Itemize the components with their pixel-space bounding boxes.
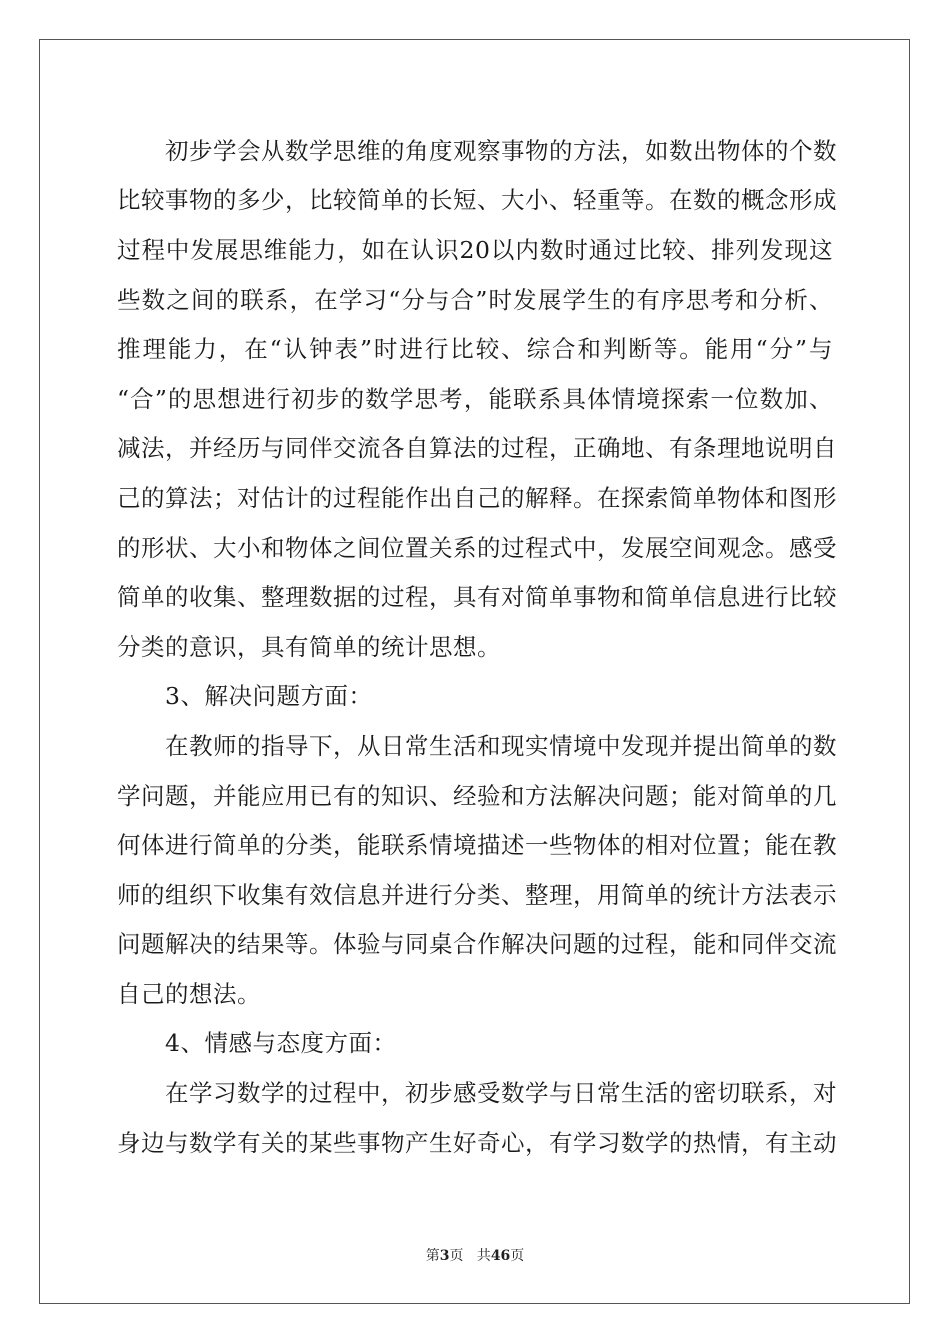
page-prefix: 第 <box>425 1248 440 1264</box>
total-prefix: 共 <box>476 1248 491 1264</box>
text-line: 过程中发展思维能力，如在认识20以内数时通过比较、排列发现这 <box>117 236 833 264</box>
text-line: “合”的思想进行初步的数学思考，能联系具体情境探索一位数加、 <box>117 385 833 413</box>
text-line: 在教师的指导下，从日常生活和现实情境中发现并提出简单的数 <box>117 732 837 760</box>
text-line: 初步学会从数学思维的角度观察事物的方法，如数出物体的个数 <box>117 137 837 165</box>
text-line: 自己的想法。 <box>117 980 261 1008</box>
text-line: 简单的收集、整理数据的过程，具有对简单事物和简单信息进行比较 <box>117 583 837 611</box>
text-line: 何体进行简单的分类，能联系情境描述一些物体的相对位置；能在教 <box>117 831 837 859</box>
text-line: 己的算法；对估计的过程能作出自己的解释。在探索简单物体和图形 <box>117 484 837 512</box>
section-heading: 3、解决问题方面： <box>117 682 373 710</box>
text-line: 分类的意识，具有简单的统计思想。 <box>117 633 501 661</box>
page-border <box>39 39 910 1304</box>
page-number: 3 <box>439 1248 450 1264</box>
page-footer <box>0 1246 950 1266</box>
text-line: 比较事物的多少，比较简单的长短、大小、轻重等。在数的概念形成 <box>117 186 837 214</box>
text-line: 推理能力，在“认钟表”时进行比较、综合和判断等。能用“分”与 <box>117 335 833 363</box>
text-line: 在学习数学的过程中，初步感受数学与日常生活的密切联系，对 <box>117 1079 837 1107</box>
text-line: 问题解决的结果等。体验与同桌合作解决问题的过程，能和同伴交流 <box>117 930 837 958</box>
total-pages: 46 <box>490 1248 511 1264</box>
text-line: 些数之间的联系，在学习“分与合”时发展学生的有序思考和分析、 <box>117 286 833 314</box>
page-suffix: 页 <box>449 1248 464 1264</box>
section-heading: 4、情感与态度方面： <box>117 1029 397 1057</box>
text-line: 减法，并经历与同伴交流各自算法的过程，正确地、有条理地说明自 <box>117 434 837 462</box>
text-line: 的形状、大小和物体之间位置关系的过程式中，发展空间观念。感受 <box>117 534 837 562</box>
text-line: 师的组织下收集有效信息并进行分类、整理，用简单的统计方法表示 <box>117 881 837 909</box>
text-line: 身边与数学有关的某些事物产生好奇心，有学习数学的热情，有主动 <box>117 1129 837 1157</box>
text-line: 学问题，并能应用已有的知识、经验和方法解决问题；能对简单的几 <box>117 782 837 810</box>
total-suffix: 页 <box>510 1248 525 1264</box>
